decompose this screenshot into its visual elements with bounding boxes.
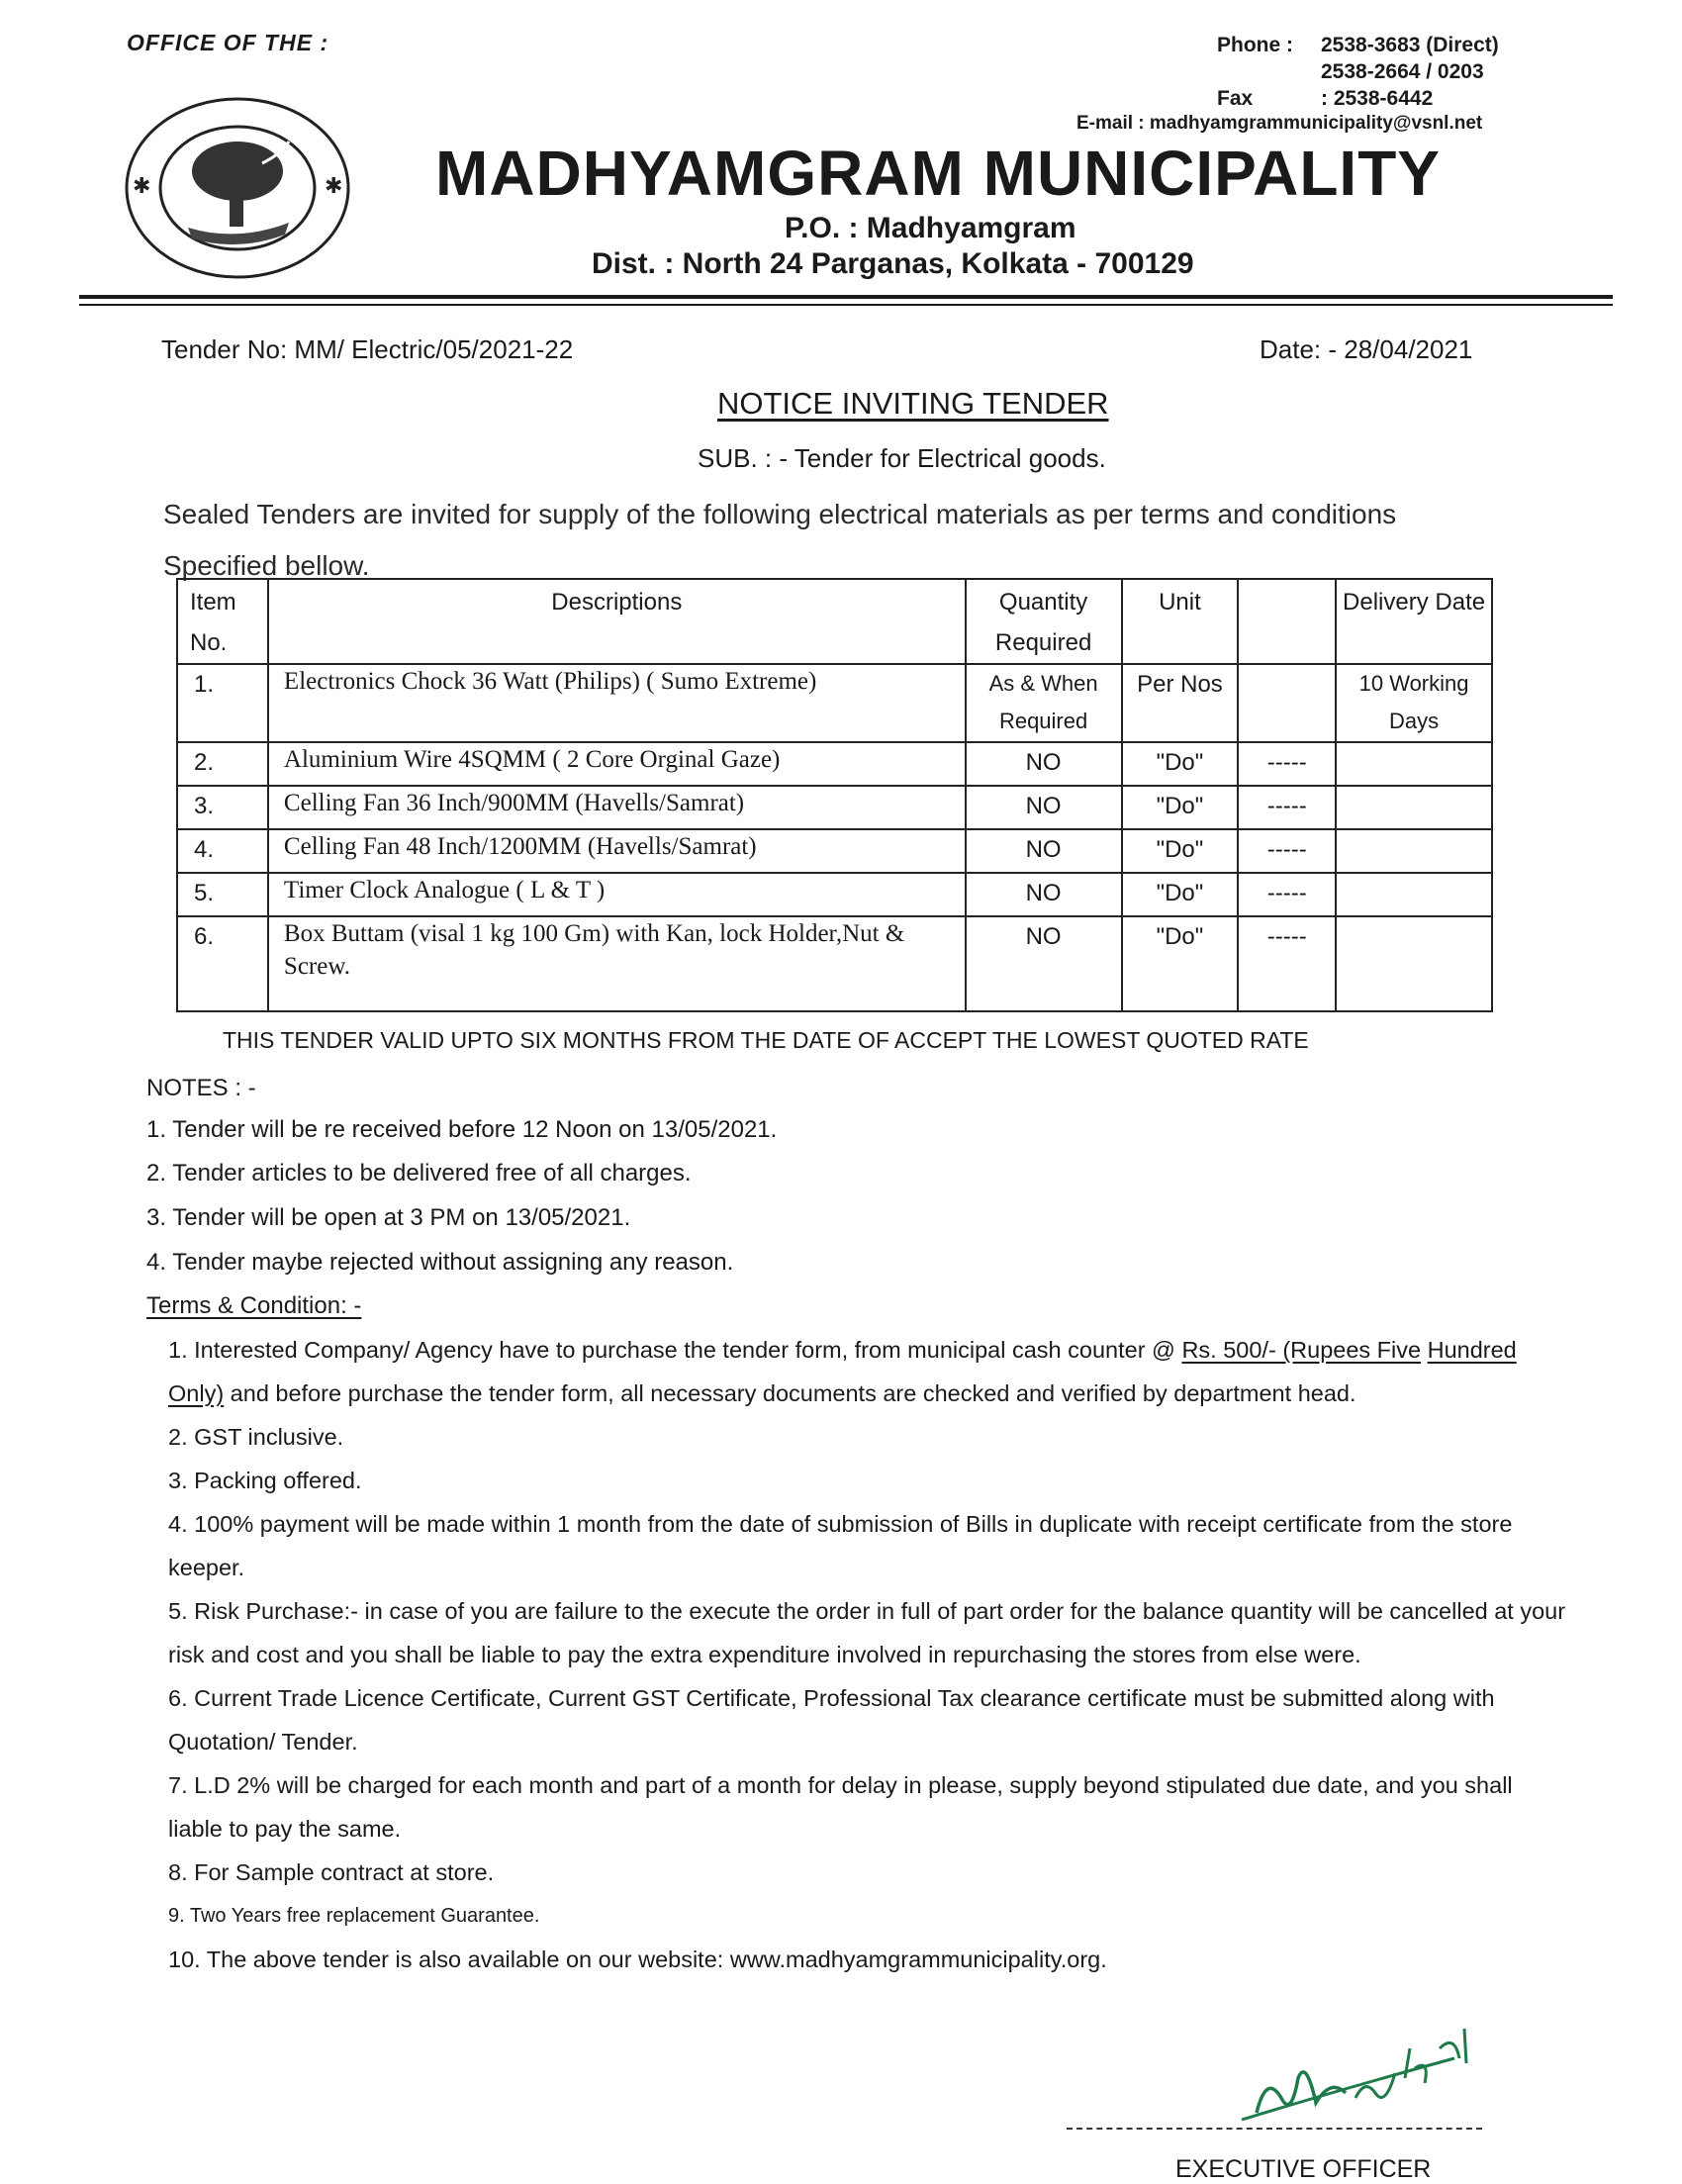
- table-row: [177, 742, 1492, 786]
- note-item: 3. Tender will be open at 3 PM on 13/05/2021.: [146, 1204, 631, 1231]
- table-row: [177, 829, 1492, 873]
- items-table: [176, 578, 1493, 1012]
- row-blank: [1238, 664, 1336, 742]
- header-divider-thin: [79, 304, 1613, 306]
- municipality-seal-logo: [119, 94, 356, 282]
- row-quantity: NO: [966, 829, 1122, 873]
- row-delivery: [1336, 873, 1492, 916]
- row-description: Aluminium Wire 4SQMM ( 2 Core Orginal Gaze): [268, 742, 966, 786]
- row-unit: "Do": [1122, 786, 1239, 829]
- table-row: [177, 873, 1492, 916]
- fax-label: Fax: [1217, 87, 1254, 110]
- header-item-no: Item No.: [177, 579, 268, 664]
- row-quantity: NO: [966, 786, 1122, 829]
- row-blank: -----: [1238, 786, 1336, 829]
- phone-label: Phone :: [1217, 34, 1293, 56]
- row-quantity: As & When Required: [966, 664, 1122, 742]
- row-quantity: NO: [966, 873, 1122, 916]
- signatory-title: EXECUTIVE OFFICER: [1175, 2155, 1432, 2183]
- district-address: Dist. : North 24 Parganas, Kolkata - 700129: [592, 247, 1194, 280]
- header-descriptions: Descriptions: [268, 579, 966, 664]
- row-no: 4.: [177, 829, 268, 873]
- row-unit: "Do": [1122, 829, 1239, 873]
- row-blank: -----: [1238, 916, 1336, 1011]
- intro-line-2: Specified bellow.: [163, 550, 370, 581]
- subject-line: SUB. : - Tender for Electrical goods.: [698, 443, 1106, 473]
- row-unit: Per Nos: [1122, 664, 1239, 742]
- phone-other: 2538-2664 / 0203: [1321, 60, 1484, 83]
- row-no: 1.: [177, 664, 268, 742]
- row-delivery: [1336, 742, 1492, 786]
- row-unit: "Do": [1122, 873, 1239, 916]
- row-no: 2.: [177, 742, 268, 786]
- terms-list: [168, 1328, 1573, 1981]
- contact-block: [1076, 32, 1499, 134]
- note-item: 1. Tender will be re received before 12 Noon on 13/05/2021.: [146, 1116, 778, 1143]
- intro-paragraph: [163, 489, 1489, 592]
- term-item: 7. L.D 2% will be charged for each month and part of a month for delay in please, supply beyond stipulated due date, and you shall liable to pay the same.: [168, 1772, 1513, 1842]
- table-row: [177, 916, 1492, 1011]
- notes-heading: NOTES : -: [146, 1075, 256, 1101]
- row-description: Celling Fan 36 Inch/900MM (Havells/Samrat): [268, 786, 966, 829]
- term-item: 10. The above tender is also available on our website: www.madhyamgrammunicipality.org.: [168, 1947, 1107, 1972]
- header-delivery: Delivery Date: [1336, 579, 1492, 664]
- row-no: 5.: [177, 873, 268, 916]
- signature-line: [1067, 2128, 1482, 2130]
- row-blank: -----: [1238, 873, 1336, 916]
- term-item: 9. Two Years free replacement Guarantee.: [168, 1905, 540, 1927]
- term-item: 8. For Sample contract at store.: [168, 1859, 495, 1885]
- term-item: 5. Risk Purchase:- in case of you are failure to the execute the order in full of part order for the balance quantity will be cancelled at your risk and cost and you shall be liable to pay the extra expenditure involved in repurchasing the stores from else were.: [168, 1598, 1566, 1667]
- table-row: [177, 786, 1492, 829]
- term-item: 3. Packing offered.: [168, 1468, 362, 1493]
- term-item: 2. GST inclusive.: [168, 1424, 344, 1450]
- table-row: [177, 664, 1492, 742]
- office-label: OFFICE OF THE :: [127, 30, 329, 55]
- row-unit: "Do": [1122, 742, 1239, 786]
- row-description: Celling Fan 48 Inch/1200MM (Havells/Samrat): [268, 829, 966, 873]
- term-1-fee: Rs. 500/- (Rupees Five: [1181, 1337, 1422, 1363]
- fax-value: : 2538-6442: [1321, 87, 1434, 110]
- term-1-text-a: 1. Interested Company/ Agency have to purchase the tender form, from municipal cash counter @: [168, 1337, 1182, 1363]
- post-office: P.O. : Madhyamgram: [785, 212, 1076, 244]
- row-delivery: [1336, 829, 1492, 873]
- row-no: 3.: [177, 786, 268, 829]
- notice-heading: NOTICE INVITING TENDER: [717, 386, 1109, 421]
- row-description: Box Buttam (visal 1 kg 100 Gm) with Kan, lock Holder,Nut & Screw.: [268, 916, 966, 1011]
- term-1-fee-words: Hundred Only): [168, 1337, 1517, 1406]
- header-quantity: Quantity Required: [966, 579, 1122, 664]
- svg-text:✱: ✱: [325, 173, 343, 198]
- row-quantity: NO: [966, 742, 1122, 786]
- row-blank: -----: [1238, 742, 1336, 786]
- tender-date: Date: - 28/04/2021: [1260, 334, 1473, 364]
- row-quantity: NO: [966, 916, 1122, 1011]
- tender-number: Tender No: MM/ Electric/05/2021-22: [161, 334, 574, 364]
- row-delivery: [1336, 916, 1492, 1011]
- row-description: Electronics Chock 36 Watt (Philips) ( Sumo Extreme): [268, 664, 966, 742]
- header-unit: Unit: [1122, 579, 1239, 664]
- intro-line-1: Sealed Tenders are invited for supply of the following electrical materials as per terms and conditions: [163, 499, 1397, 529]
- row-delivery: [1336, 786, 1492, 829]
- phone-direct: 2538-3683 (Direct): [1321, 34, 1499, 56]
- row-delivery: 10 Working Days: [1336, 664, 1492, 742]
- term-1-text-b: and before purchase the tender form, all necessary documents are checked and verified by department head.: [224, 1380, 1356, 1406]
- svg-text:✱: ✱: [133, 173, 151, 198]
- header-blank: [1238, 579, 1336, 664]
- row-unit: "Do": [1122, 916, 1239, 1011]
- term-item: 4. 100% payment will be made within 1 month from the date of submission of Bills in duplicate with receipt certificate from the store keeper.: [168, 1511, 1513, 1580]
- note-item: 2. Tender articles to be delivered free of all charges.: [146, 1160, 692, 1187]
- row-no: 6.: [177, 916, 268, 1011]
- email-address: E-mail : madhyamgrammunicipality@vsnl.net: [1076, 113, 1483, 134]
- page-title: MADHYAMGRAM MUNICIPALITY: [435, 138, 1441, 209]
- validity-statement: THIS TENDER VALID UPTO SIX MONTHS FROM THE DATE OF ACCEPT THE LOWEST QUOTED RATE: [223, 1027, 1309, 1053]
- note-item: 4. Tender maybe rejected without assigning any reason.: [146, 1249, 734, 1276]
- row-blank: -----: [1238, 829, 1336, 873]
- handwritten-signature: [1237, 2019, 1484, 2128]
- terms-heading: Terms & Condition: -: [146, 1292, 362, 1319]
- term-item: [168, 1328, 1573, 1415]
- row-description: Timer Clock Analogue ( L & T ): [268, 873, 966, 916]
- header-divider: [79, 295, 1613, 299]
- term-item: 6. Current Trade Licence Certificate, Current GST Certificate, Professional Tax clearance certificate must be submitted along with Quotation/ Tender.: [168, 1685, 1495, 1755]
